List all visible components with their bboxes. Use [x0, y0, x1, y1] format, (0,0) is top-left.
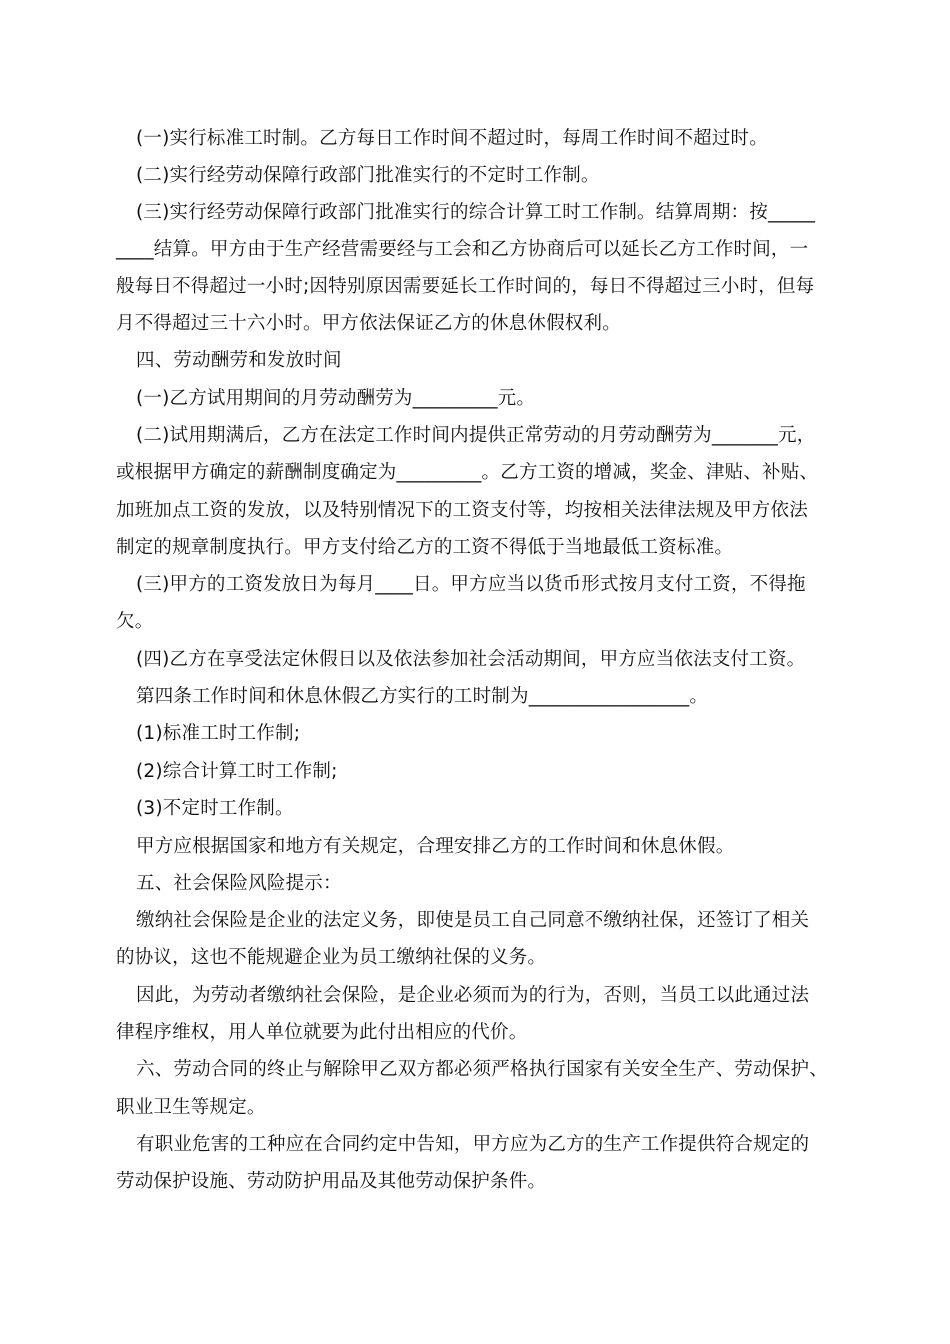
text-line: (三)实行经劳动保障行政部门批准实行的综合计算工时工作制。结算周期：按_____	[136, 202, 816, 223]
text-line: 有职业危害的工种应在合同约定中告知，甲方应为乙方的生产工作提供符合规定的	[136, 1134, 810, 1155]
text-line: (二)试用期满后，乙方在法定工作时间内提供正常劳动的月劳动酬劳为_______元，	[136, 425, 816, 446]
text-line: (二)实行经劳动保障行政部门批准实行的不定时工作制。	[136, 165, 600, 186]
text-line: 律程序维权，用人单位就要为此付出相应的代价。	[116, 1022, 528, 1043]
text-line: 制定的规章制度执行。甲方支付给乙方的工资不得低于当地最低工资标准。	[116, 537, 734, 558]
text-line: (一)实行标准工时制。乙方每日工作时间不超过时，每周工作时间不超过时。	[136, 128, 768, 149]
list-item: (1)标准工时工作制;	[136, 723, 301, 744]
text-line: 欠。	[116, 611, 154, 632]
text-line: 缴纳社会保险是企业的法定义务，即使是员工自己同意不缴纳社保，还签订了相关	[136, 910, 810, 931]
text-line: 般每日不得超过一小时;因特别原因需要延长工作时间的，每日不得超过三小时，但每	[116, 276, 815, 297]
text-line: 因此，为劳动者缴纳社会保险，是企业必须而为的行为，否则，当员工以此通过法	[136, 985, 810, 1006]
text-line: 甲方应根据国家和地方有关规定，合理安排乙方的工作时间和休息休假。	[136, 836, 735, 857]
text-line: 加班加点工资的发放，以及特别情况下的工资支付等，均按相关法律法规及甲方依法	[116, 500, 808, 521]
text-line: (三)甲方的工资发放日为每月____日。甲方应当以货币形式按月支付工资，不得拖	[136, 574, 806, 595]
text-line: (四)乙方在享受法定休假日以及依法参加社会活动期间，甲方应当依法支付工资。	[136, 649, 806, 670]
section-heading: 四、劳动酬劳和发放时间	[136, 350, 342, 371]
text-line: ____结算。甲方由于生产经营需要经与工会和乙方协商后可以延长乙方工作时间，一	[116, 239, 809, 260]
list-item: (3)不定时工作制。	[136, 798, 294, 819]
section-heading: 六、劳动合同的终止与解除甲乙双方都必须严格执行国家有关安全生产、劳动保护、	[136, 1059, 828, 1080]
list-item: (2)综合计算工时工作制;	[136, 761, 338, 782]
text-line: 劳动保护设施、劳动防护用品及其他劳动保护条件。	[116, 1171, 547, 1192]
text-line: (一)乙方试用期间的月劳动酬劳为_________元。	[136, 388, 536, 409]
text-line: 第四条工作时间和休息休假乙方实行的工时制为_________________。	[136, 686, 709, 707]
text-line: 职业卫生等规定。	[116, 1097, 266, 1118]
text-line: 月不得超过三十六小时。甲方依法保证乙方的休息休假权利。	[116, 313, 621, 334]
section-heading: 五、社会保险风险提示：	[136, 873, 342, 894]
text-line: 或根据甲方确定的薪酬制度确定为_________。乙方工资的增减，奖金、津贴、补贴、	[116, 462, 819, 483]
text-line: 的协议，这也不能规避企业为员工缴纳社保的义务。	[116, 947, 547, 968]
